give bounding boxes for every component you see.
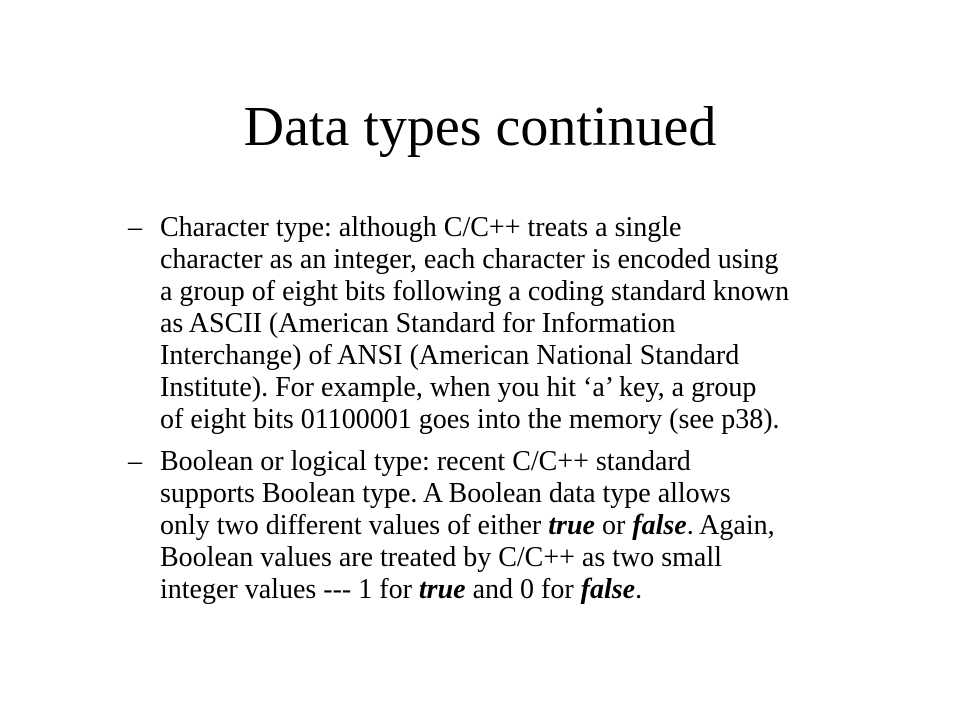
keyword-false: false: [580, 574, 636, 605]
bullet-line: Character type: although C/C++ treats a single: [160, 212, 682, 243]
bullet-line: Institute). For example, when you hit ‘a’ key, a group: [160, 372, 757, 403]
bullet-line: supports Boolean type. A Boolean data type allows: [160, 478, 731, 509]
text-fragment: and 0 for: [465, 574, 581, 605]
bullet-line: character as an integer, each character is encoded using: [160, 244, 779, 275]
slide-title: Data types continued: [243, 96, 717, 158]
text-fragment: only two different values of either: [160, 510, 549, 541]
bullet-dash: –: [128, 446, 142, 477]
bullet-line: a group of eight bits following a coding standard known: [160, 276, 790, 307]
text-fragment: integer values --- 1 for: [160, 574, 419, 605]
bullet-line: as ASCII (American Standard for Information: [160, 308, 676, 339]
text-fragment: . Again,: [686, 510, 775, 541]
bullet-line: [160, 510, 908, 542]
bullet-character-type: [128, 212, 908, 436]
keyword-true: true: [418, 574, 466, 605]
slide-body: [128, 212, 908, 616]
bullet-line: [160, 574, 908, 606]
text-fragment: or: [594, 510, 633, 541]
bullet-line: of eight bits 01100001 goes into the memory (see p38).: [160, 404, 780, 435]
bullet-boolean-type: [128, 446, 908, 606]
bullet-line: Interchange) of ANSI (American National Standard: [160, 340, 740, 371]
text-fragment: .: [635, 574, 643, 605]
bullet-line: Boolean or logical type: recent C/C++ standard: [160, 446, 691, 477]
keyword-false: false: [632, 510, 687, 541]
bullet-dash: –: [128, 212, 142, 243]
bullet-line: Boolean values are treated by C/C++ as two small: [160, 542, 722, 573]
keyword-true: true: [548, 510, 595, 541]
